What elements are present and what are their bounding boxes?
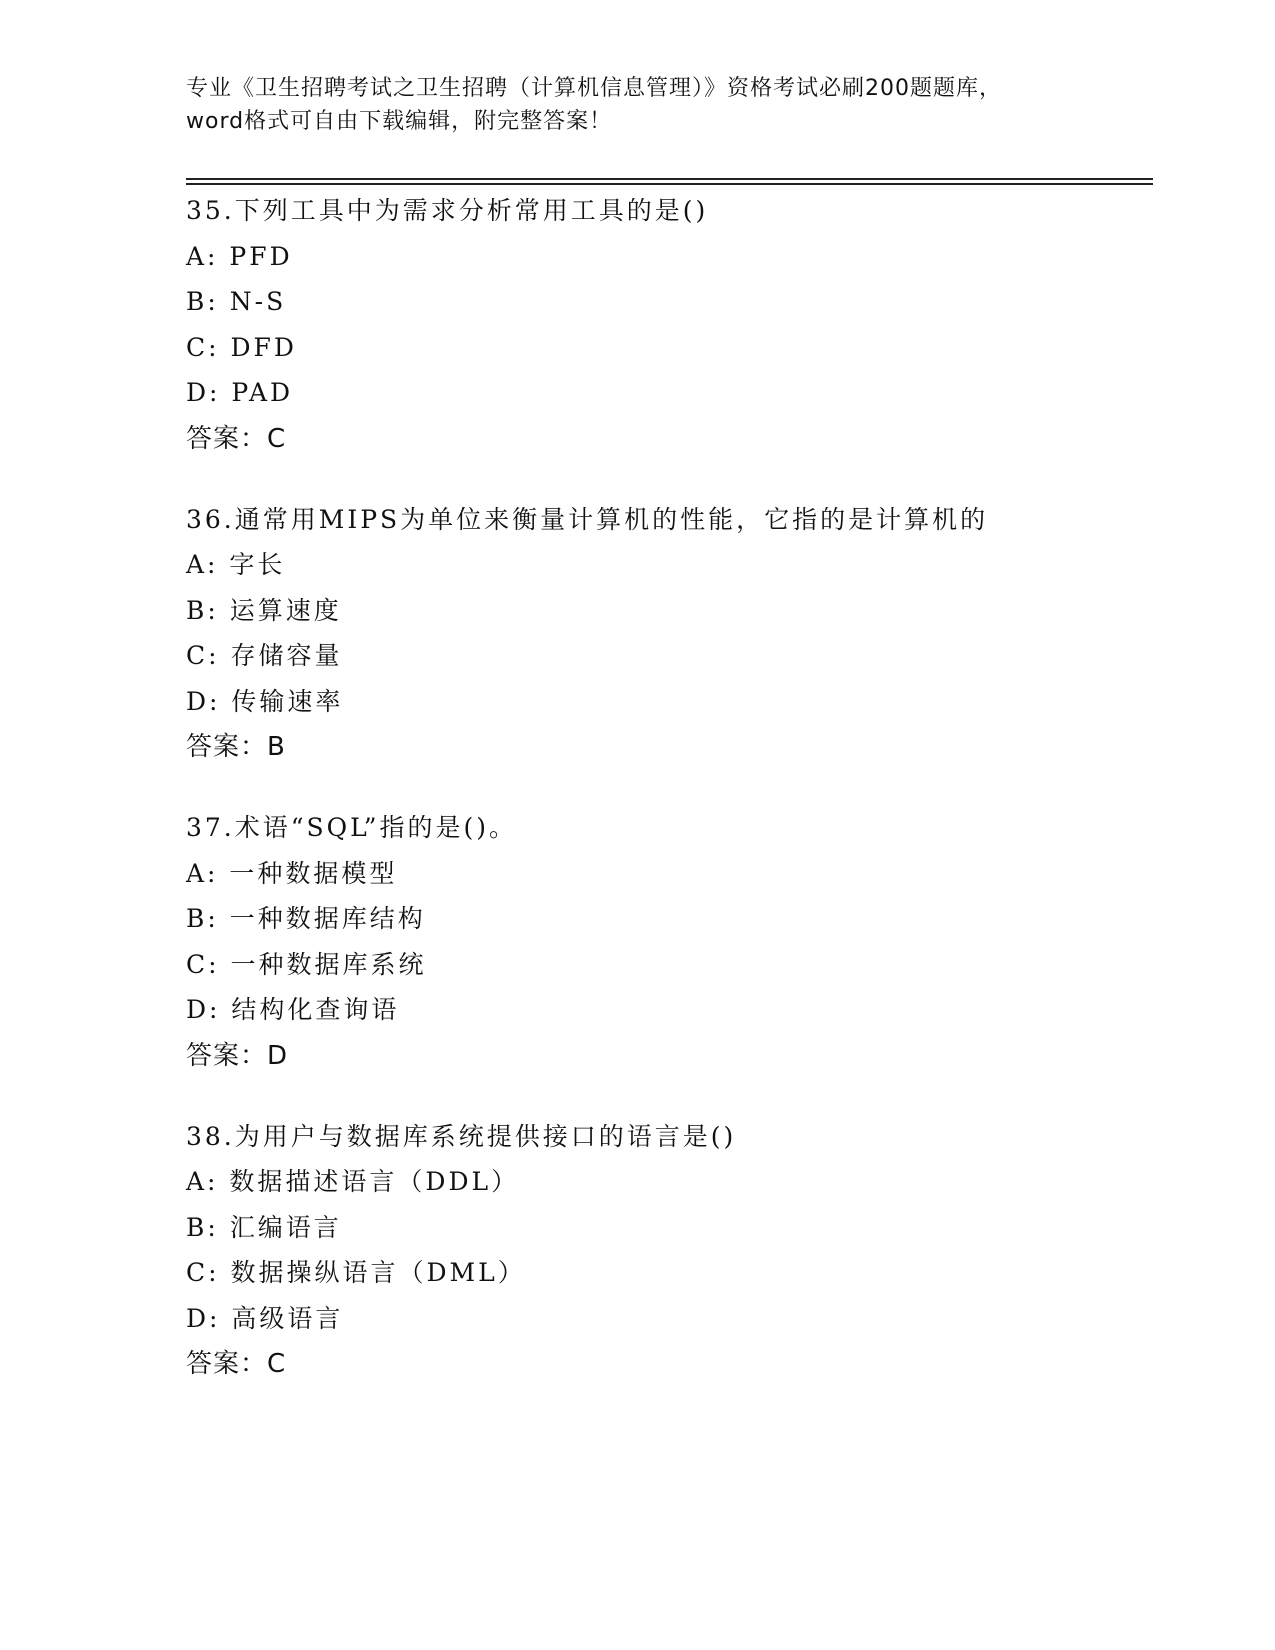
option-a: A: PFD <box>186 241 293 271</box>
answer-label: 答案：C <box>186 423 287 454</box>
option-c: C: DFD <box>186 332 297 362</box>
option-c: C: 数据操纵语言（DML） <box>186 1258 526 1287</box>
option-c: C: 存储容量 <box>186 641 343 670</box>
question-35 <box>186 188 1146 462</box>
header-divider-top <box>186 178 1153 180</box>
answer-label: 答案：B <box>186 732 286 762</box>
question-list <box>186 188 1146 1422</box>
header-line-2: word格式可自由下载编辑，附完整答案！ <box>186 109 613 134</box>
option-d: D: 传输速率 <box>186 686 344 716</box>
option-c: C: 一种数据库系统 <box>186 949 427 979</box>
option-b: B: 运算速度 <box>186 595 342 625</box>
header-divider-bottom <box>186 183 1153 185</box>
question-stem: 38.为用户与数据库系统提供接口的语言是() <box>186 1121 737 1151</box>
option-b: B: N-S <box>186 287 287 316</box>
option-d: D: 高级语言 <box>186 1303 344 1333</box>
option-a: A: 字长 <box>186 550 286 579</box>
option-d: D: PAD <box>186 378 294 407</box>
question-38 <box>186 1114 1146 1388</box>
option-b: B: 汇编语言 <box>186 1212 342 1242</box>
question-36 <box>186 497 1146 771</box>
question-37 <box>186 805 1146 1079</box>
question-stem: 37.术语“SQL”指的是()。 <box>186 813 518 842</box>
answer-label: 答案：D <box>186 1040 289 1071</box>
answer-label: 答案：C <box>186 1349 287 1379</box>
option-b: B: 一种数据库结构 <box>186 904 426 933</box>
option-a: A: 数据描述语言（DDL） <box>186 1167 520 1196</box>
document-header <box>186 72 1086 138</box>
question-stem: 36.通常用MIPS为单位来衡量计算机的性能，它指的是计算机的 <box>186 504 989 534</box>
header-line-1: 专业《卫生招聘考试之卫生招聘（计算机信息管理）》资格考试必刷200题题库， <box>186 76 1002 101</box>
option-d: D: 结构化查询语 <box>186 995 400 1024</box>
option-a: A: 一种数据模型 <box>186 858 398 888</box>
question-stem: 35.下列工具中为需求分析常用工具的是() <box>186 196 709 225</box>
